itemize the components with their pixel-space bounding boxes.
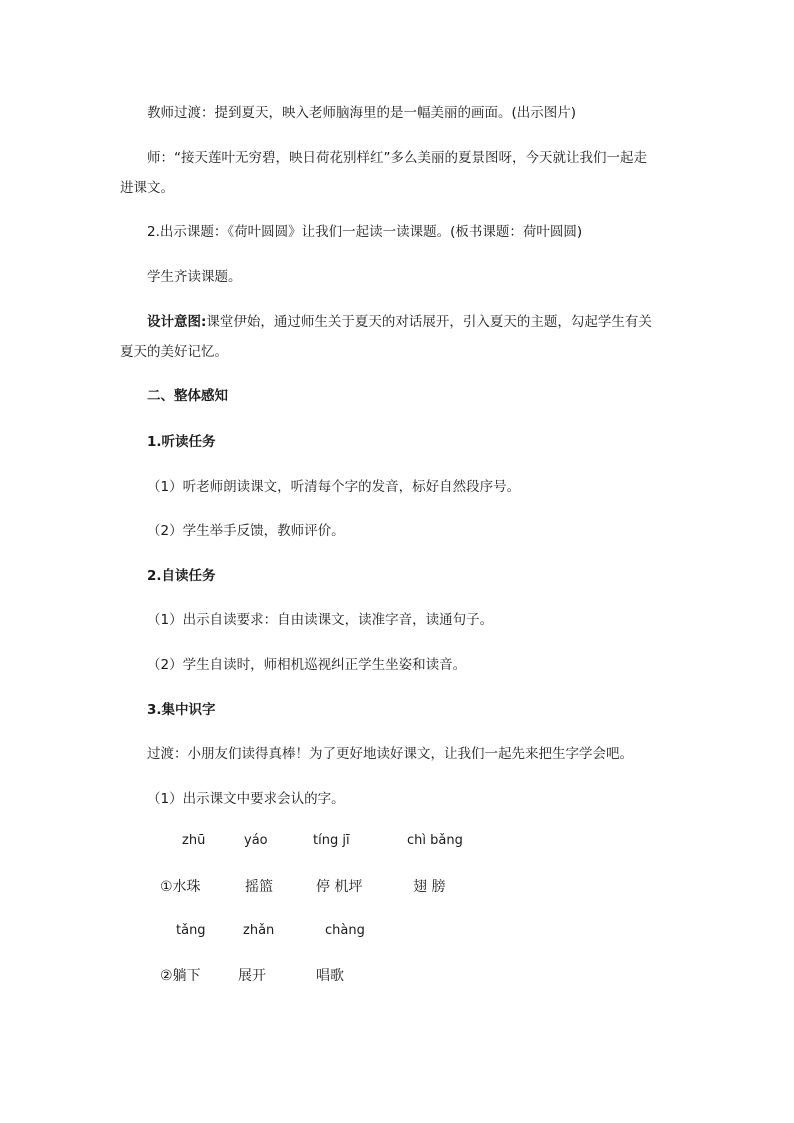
subheading-listening-task: 1.听读任务 (147, 434, 216, 450)
paragraph-listen-step2: （2）学生举手反馈，教师评价。 (147, 523, 345, 539)
pinyin-zhu: zhū (182, 833, 206, 848)
subheading-self-reading-task: 2.自读任务 (147, 568, 216, 584)
paragraph-design-intent-line1 (147, 312, 677, 332)
paragraph-transition-praise: 过渡：小朋友们读得真棒！为了更好地读好课文，让我们一起先来把生字学会吧。 (147, 746, 633, 762)
pinyin-chang: chàng (325, 923, 365, 938)
pinyin-ting-ji: tíng jī (313, 833, 350, 848)
vocab-word-zhankai: 展开 (238, 968, 266, 984)
paragraph-self-read-step1: （1）出示自读要求：自由读课文，读准字音，读通句子。 (147, 612, 494, 628)
paragraph-teacher-transition: 教师过渡：提到夏天，映入老师脑海里的是一幅美丽的画面。(出示图片) (147, 105, 577, 121)
vocab-word-changge: 唱歌 (316, 968, 344, 984)
pinyin-zhan: zhǎn (243, 923, 275, 938)
paragraph-show-characters: （1）出示课文中要求会认的字。 (147, 791, 345, 807)
vocab-word-tangxia: ②躺下 (160, 968, 201, 984)
subheading-literacy: 3.集中识字 (147, 702, 216, 718)
vocab-word-tingjiping: 停 机坪 (316, 879, 363, 895)
paragraph-self-read-step2: （2）学生自读时，师相机巡视纠正学生坐姿和读音。 (147, 657, 467, 673)
vocab-word-yaolan: 摇篮 (245, 879, 273, 895)
vocab-word-chibang: 翅 膀 (413, 879, 446, 895)
paragraph-students-read-title: 学生齐读课题。 (147, 269, 242, 285)
paragraph-show-title: 2.出示课题：《荷叶圆圆》让我们一起读一读课题。(板书课题：荷叶圆圆) (147, 224, 583, 240)
design-intent-label: 设计意图: (147, 314, 207, 330)
paragraph-design-intent-line2: 夏天的美好记忆。 (120, 344, 228, 360)
section-heading-overall: 二、整体感知 (147, 388, 228, 404)
vocab-word-shuizhu: ①水珠 (160, 879, 201, 895)
design-intent-text: 课堂伊始，通过师生关于夏天的对话展开，引入夏天的主题，勾起学生有关 (206, 314, 652, 330)
pinyin-chi-bang: chì bǎng (407, 833, 463, 848)
pinyin-yao: yáo (244, 833, 268, 848)
paragraph-listen-step1: （1）听老师朗读课文，听清每个字的发音，标好自然段序号。 (147, 479, 521, 495)
paragraph-teacher-poem-line2: 进课文。 (120, 180, 174, 196)
pinyin-tang: tǎng (176, 923, 206, 938)
paragraph-teacher-poem-line1: 师：“接天莲叶无穷碧，映日荷花别样红”多么美丽的夏景图呀，今天就让我们一起走 (147, 150, 647, 166)
